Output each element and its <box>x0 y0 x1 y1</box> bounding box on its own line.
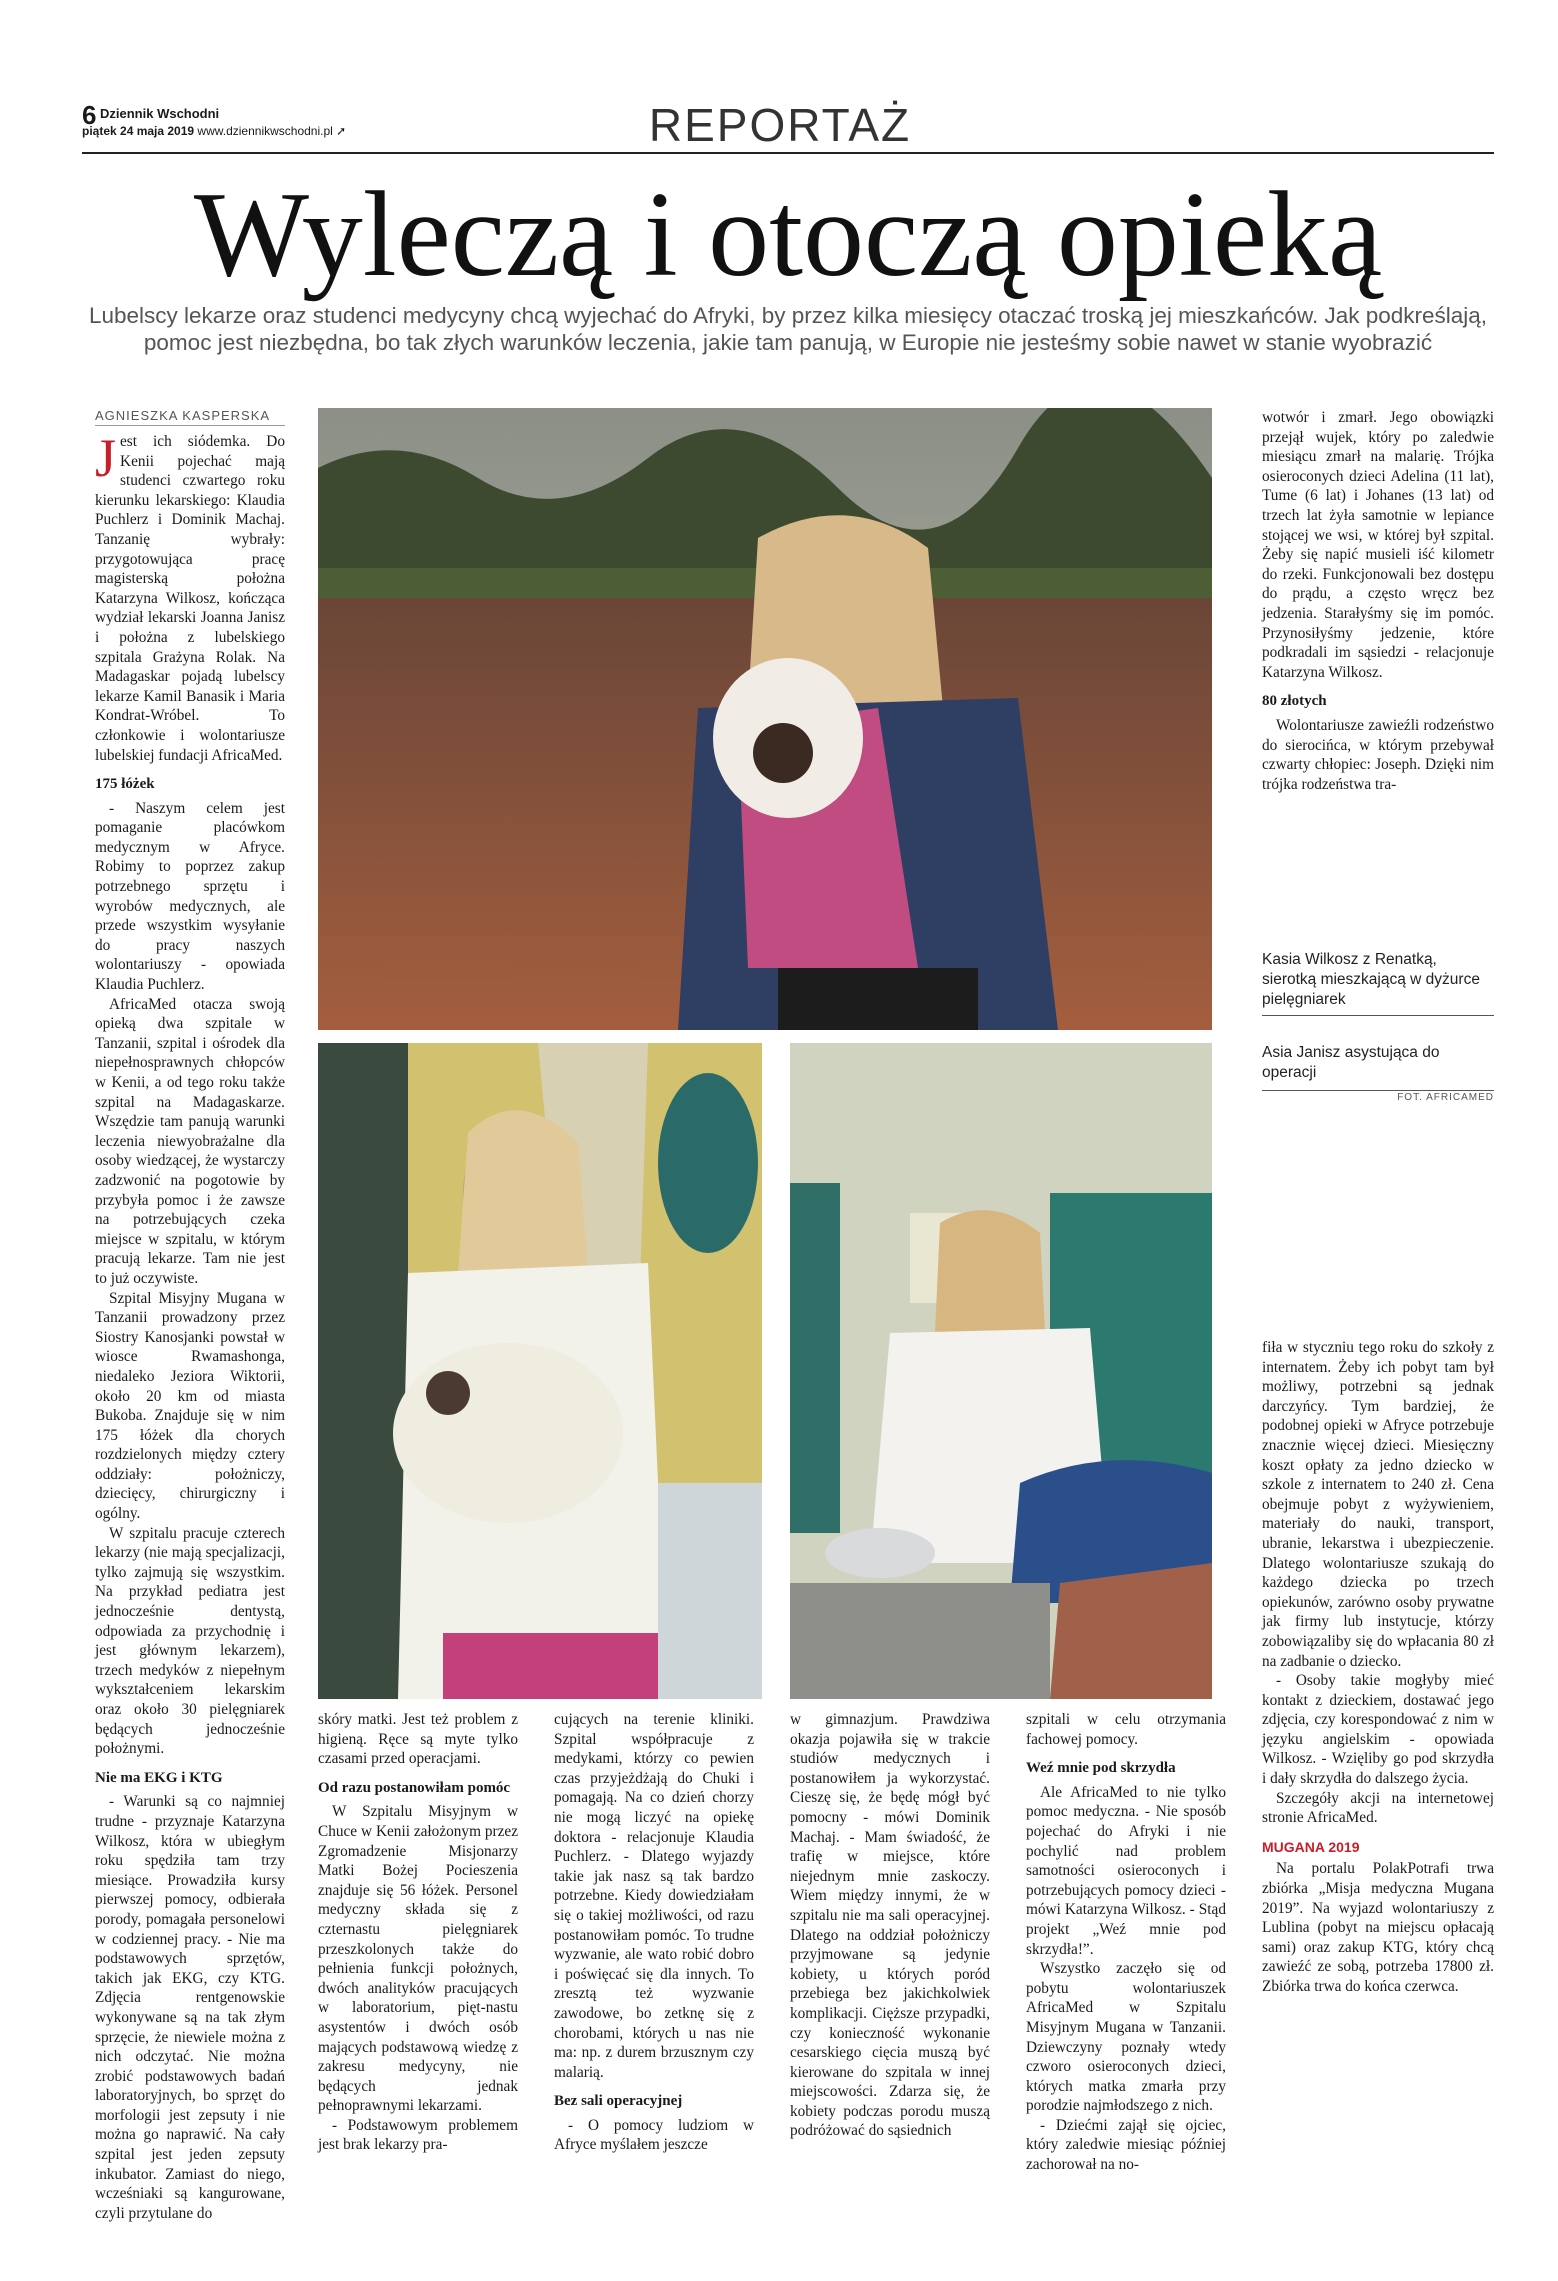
paper-name: Dziennik Wschodni <box>100 106 220 121</box>
paragraph: Na portalu PolakPotrafi trwa zbiórka „Misja medyczna Mugana 2019”. Na wyjazd wolontariuszy z Lublina (pobyt na miejscu opłacają sami) oraz zakup KTG, który chcą zawieźć ze sobą, potrzeba 17800 zł. Zbiórka trwa do końca czerwca. <box>1262 1860 1494 1995</box>
paragraph: - Warunki są co najmniej trudne - przyznaje Katarzyna Wilkosz, która w ubiegłym roku spędziła tam trzy miesiące. Prowadziła kursy pierwszej pomocy, odbierała porody, pomagała personelowi w codziennej pracy. - Nie ma podstawowych sprzętów, takich jak EKG, czy KTG. Zdjęcia rentgenowskie wykonywane są na tak złym sprzęcie, że niewiele można z nich odczytać. Nie można zrobić podstawowych badań laboratoryjnych, bo sprzęt do morfologii jest zepsuty i nie można go naprawić. Na cały szpital jest jeden zepsuty inkubator. Zamiast do niego, wcześniaki są kangurowane, czyli przytulane do <box>95 1793 285 2222</box>
paragraph: wotwór i zmarł. Jego obowiązki przejął wujek, który po zaledwie miesiącu zmarł na malarię. Trójka osieroconych dzieci Adelina (11 lat), Tume (6 lat) i Johanes (13 lat) od trzech lat żyła samotnie w lepiance stojącej we wsi, w której był szpital. Żeby się napić musieli iść kilometr do rzeki. Funkcjonowali bez dostępu do prądu, a często wręcz bez jedzenia. Starałyśmy się im pomóc. Przynosiłyśmy jedzenie, które podkradali im sąsiedzi - relacjonuje Katarzyna Wilkosz. <box>1262 409 1494 681</box>
paragraph: W Szpitalu Misyjnym w Chuce w Kenii założonym przez Zgromadzenie Misjonarzy Matki Bożej Pocieszenia znajduje się 56 łóżek. Personel medyczny składa się z czternastu pielęgniarek przeszkolonych także do pełnienia funkcji położnych, dwóch analityków pracujących w laboratorium, pięt-nastu asystentów i dwóch osób mających podstawową wiedzę z zakresu medycyny, nie będących jednak pełnoprawnymi lekarzami. <box>318 1803 518 2115</box>
caption-rule <box>1262 1090 1494 1091</box>
paragraph: Szczegóły akcji na internetowej stronie AfricaMed. <box>1262 1789 1494 1827</box>
caption-rule <box>1262 1015 1494 1016</box>
paragraph: - Dziećmi zajął się ojciec, który zaledwie miesiąc później zachorował na no- <box>1026 2116 1226 2174</box>
paragraph: fiła w styczniu tego roku do szkoły z internatem. Żeby ich pobyt tam był możliwy, potrzebni są jednak darczyńcy. Tym bardziej, że podobnej opieki w Afryce potrzebuje znacznie więcej dzieci. Miesięczny koszt opłaty za jedno dziecko w szkole z internatem to 240 zł. Cena obejmuje pobyt z wyżywieniem, materiały do nauki, transport, ubranie, lekarstwa i ubezpieczenie. Dlatego wolontariusze szukają do każdego dziecka po trzech opiekunów, zarówno osoby prywatne jak firmy lub instytucje, którzy zobowiązaliby się do wpłacania 80 zł na zadbanie o dziecko. <box>1262 1339 1494 1670</box>
photo-nurse-in-operating-room <box>790 1043 1212 1699</box>
paragraph: - Osoby takie mogłyby mieć kontakt z dzieckiem, dostawać jego zdjęcia, czy korespondować z nim w języku angielskim - opowiada Wilkosz. - Wzięliby go pod skrzydła i dały skrzydła do dalszego życia. <box>1262 1672 1494 1788</box>
paragraph <box>95 428 285 765</box>
paragraph: skóry matki. Jest też problem z higieną. Ręce są myte tylko czasami przed operacjami. <box>318 1711 518 1768</box>
paragraph: Wolontariusze zawieźli rodzeństwo do sierocińca, w którym przebywał czwarty chłopiec: Joseph. Dzięki nim trójka rodzeństwa tra- <box>1262 716 1494 793</box>
paragraph: szpitali w celu otrzymania fachowej pomocy. <box>1026 1711 1226 1748</box>
column-6-bottom <box>1262 1338 1494 1997</box>
paragraph-text: est ich siódemka. Do Kenii pojechać mają studenci czwartego roku kierunku lekarskiego: Klaudia Puchlerz i Dominik Machaj. Tanzanię wybrały: przygotowująca pracę magisterską położna Katarzyna Wilkosz, kończąca wydział lekarski Joanna Janisz i położna z lubelskiego szpitala Grażyna Rolak. Na Madagaskar pojadą lubelscy lekarze Kamil Banasik i Maria Kondrat-Wróbel. To członkowie i wolontariusze lubelskiej fundacji AfricaMed. <box>95 433 285 764</box>
paragraph: cujących na terenie kliniki. Szpital współpracuje z medykami, którzy co pewien czas przyjeżdżają do Chuki i pomagają. Na co dzień chorzy nie mogą liczyć na opiekę doktora - relacjonuje Klaudia Puchlerz. - Dlatego wyjazdy takie jak nasz są tak bardzo potrzebne. Kiedy dowiedziałam się o takiej możliwości, od razu postanowiłam pomóc. To trudne wyzwanie, ale wato robić dobro i poświęcać się dla innych. To zresztą też wyzwanie zawodowe, bo zetknę się z chorobami, których u nas nie ma: np. z durem brzusznym czy malarią. <box>554 1711 754 2081</box>
subheading: 175 łóżek <box>95 776 155 793</box>
headline: Wyleczą i otoczą opieką <box>193 167 1383 302</box>
paragraph: - Podstawowym problemem jest brak lekarzy pra- <box>318 2116 518 2154</box>
paragraph: W szpitalu pracuje czterech lekarzy (nie mają specjalizacji, tylko zajmują się wszystkim. Na przykład pediatra jest jednocześnie dentystą, odpowiada za przychodnię i jest głównym lekarzem), trzech medyków z niepełnym wykształceniem lekarskim oraz około 30 pielęgniarek będących jednocześnie położnymi. <box>95 1524 285 1758</box>
caption-1: Kasia Wilkosz z Renatką, sierotką mieszkającą w dyżurce pielęgniarek <box>1262 951 1480 1008</box>
photo-nurse-with-baby <box>318 408 1212 1030</box>
photo-credit: FOT. AFRICAMED <box>1397 1092 1494 1103</box>
lead-paragraph: Lubelscy lekarze oraz studenci medycyny chcą wyjechać do Afryki, by przez kilka miesięcy otaczać troską jej mieszkańców. Jak podkreślają, pomoc jest niezbędna, bo tak złych warunków leczenia, jakie tam panują, w Europie nie jesteśmy sobie nawet w stanie wyobrazić <box>88 303 1488 355</box>
column-4 <box>790 1710 990 2141</box>
caption-2: Asia Janisz asystująca do operacji <box>1262 1044 1440 1081</box>
paragraph: Wszystko zaczęło się od pobytu wolontariuszek AfricaMed w Szpitalu Misyjnym Mugana w Tanzanii. Dziewczyny poznały wtedy czworo osieroconych dzieci, których matka zmarła przy porodzie najmłodszego z nich. <box>1026 1960 1226 2115</box>
header-rule <box>82 152 1494 154</box>
photo-nurse-holding-baby <box>318 1043 762 1699</box>
paragraph: AfricaMed otacza swoją opieką dwa szpitale w Tanzanii, szpital i ośrodek dla niepełnosprawnych chłopców w Kenii, a od tego roku także szpital na Madagaskarze. Wszędzie tam panują warunki leczenia niewyobrażalne dla osoby wiedzącej, że wystarczy zadzwonić na pogotowie by przybyła pomoc i że zawsze na potrzebujących czeka miejsce w szpitalu, w którym pracują lekarze. Tam nie jest to już oczywiste. <box>95 995 285 1287</box>
subheading: Nie ma EKG i KTG <box>95 1769 223 1786</box>
page-number: 6 <box>82 100 97 130</box>
paragraph: - O pomocy ludziom w Afryce myślałem jeszcze <box>554 2116 754 2154</box>
cursor-arrow-icon: ➚ <box>336 124 347 138</box>
subheading: Od razu postanowiłam pomóc <box>318 1779 511 1796</box>
paragraph: w gimnazjum. Prawdziwa okazja pojawiła się w trakcie studiów medycznych i postanowiłem ja wykorzystać. Cieszę się, że będę mógł być pomocny - mówi Dominik Machaj. - Mam świadość, że trafię w miejsce, które niejednym mnie zaskoczy. Wiem między innymi, że w szpitalu nie ma sali operacyjnej. Dlatego na oddział położniczy przyjmowane są jedynie kobiety, u których poród przebiega bez jakichkolwiek komplikacji. Cięższe przypadki, czy konieczność wykonanie cesarskiego cięcia muszą być kierowane do szpitala w innej miejscowości. Zdarza się, że kobiety podczas porodu muszą podróżować do sąsiednich <box>790 1711 990 2140</box>
subheading: 80 złotych <box>1262 693 1327 710</box>
paragraph: Szpital Misyjny Mugana w Tanzanii prowadzony przez Siostry Kanosjanki powstał w wiosce Rwamashonga, niedaleko Jeziora Wiktorii, około 20 km od miasta Bukoba. Znajduje się w nim 175 łóżek dla chorych rozdzielonych między cztery oddziały: położniczy, dziecięcy, chirurgiczny i ogólny. <box>95 1289 285 1523</box>
website[interactable]: www.dziennikwschodni.pl <box>197 124 333 138</box>
date-line <box>82 124 346 138</box>
paragraph: Ale AfricaMed to nie tylko pomoc medyczna. - Nie sposób pojechać do Afryki i nie pochylić nad problem samotności osieroconych i potrzebujących pomocy dzieci - mówi Katarzyna Wilkosz. - Stąd projekt „Weź mnie pod skrzydła!”. <box>1026 1783 1226 1958</box>
drop-cap: J <box>95 428 117 488</box>
column-2 <box>318 1710 518 2155</box>
column-3 <box>554 1710 754 2155</box>
subheading: Weź mnie pod skrzydła <box>1026 1760 1176 1777</box>
box-heading: MUGANA 2019 <box>1262 1838 1360 1855</box>
section-title: REPORTAŻ <box>648 99 912 151</box>
byline: AGNIESZKA KASPERSKA <box>95 408 285 426</box>
paragraph: - Naszym celem jest pomaganie placówkom medycznym w Afryce. Robimy to poprzez zakup potrzebnego sprzętu i wyrobów medycznych, ale przede wszystkim wysyłanie do pracy naszych wolontariuszy - opowiada Klaudia Puchlerz. <box>95 799 285 994</box>
column-1 <box>95 428 285 2223</box>
column-5 <box>1026 1710 1226 2175</box>
issue-date: piątek 24 maja 2019 <box>82 124 195 138</box>
column-6-top <box>1262 408 1494 794</box>
subheading: Bez sali operacyjnej <box>554 2093 683 2110</box>
